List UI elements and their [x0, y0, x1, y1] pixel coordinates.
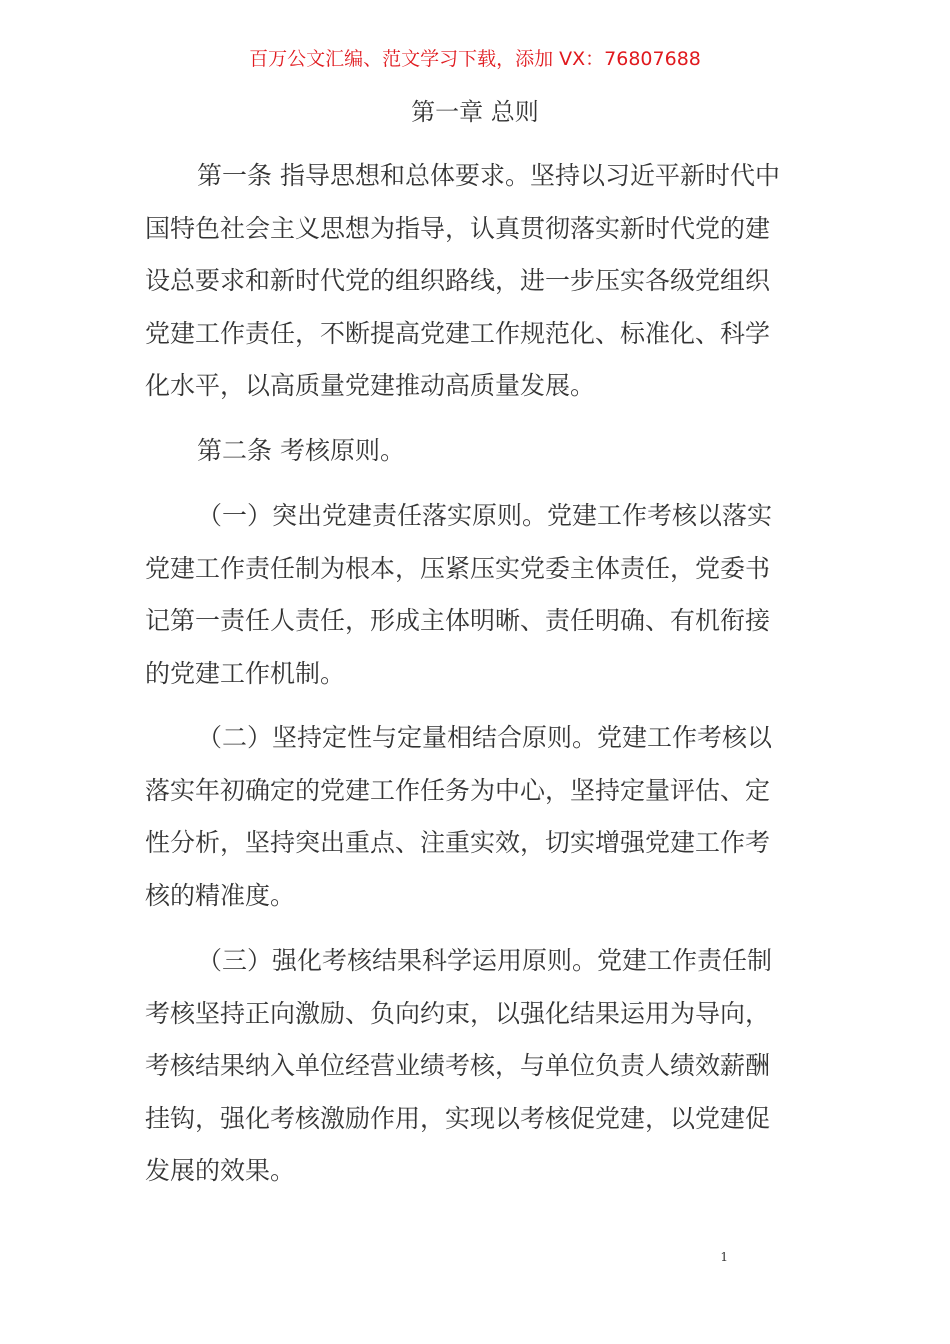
header-watermark: 百万公文汇编、范文学习下载，添加 VX：76807688: [249, 48, 701, 70]
text-line: 党建工作责任，不断提高党建工作规范化、标准化、科学: [145, 318, 771, 348]
paragraph: [145, 935, 810, 1198]
page-number: 1: [720, 1250, 728, 1264]
paragraph: [145, 425, 810, 478]
text-line: 化水平，以高质量党建推动高质量发展。: [145, 371, 596, 401]
text-line: 国特色社会主义思想为指导，认真贯彻落实新时代党的建: [145, 213, 771, 243]
text-line: 考核结果纳入单位经营业绩考核，与单位负责人绩效薪酬: [145, 1051, 771, 1081]
chapter-title: 第一章 总则: [411, 98, 539, 126]
text-line: 落实年初确定的党建工作任务为中心，坚持定量评估、定: [145, 775, 771, 805]
text-line: 第一条 指导思想和总体要求。坚持以习近平新时代中: [197, 161, 780, 190]
paragraph: [145, 150, 810, 413]
paragraph: [145, 712, 810, 922]
text-line: 记第一责任人责任，形成主体明晰、责任明确、有机衔接: [145, 606, 771, 636]
paragraph: [145, 490, 810, 700]
text-line: 挂钩，强化考核激励作用，实现以考核促党建，以党建促: [145, 1103, 771, 1133]
text-line: （一）突出党建责任落实原则。党建工作考核以落实: [197, 501, 773, 530]
text-line: （三）强化考核结果科学运用原则。党建工作责任制: [197, 946, 773, 975]
text-line: 设总要求和新时代党的组织路线，进一步压实各级党组织: [145, 266, 771, 296]
text-line: 党建工作责任制为根本，压紧压实党委主体责任，党委书: [145, 553, 771, 583]
text-line: 性分析，坚持突出重点、注重实效，切实增强党建工作考: [145, 828, 771, 858]
text-line: （二）坚持定性与定量相结合原则。党建工作考核以: [197, 723, 773, 752]
text-line: 的党建工作机制。: [145, 658, 346, 688]
text-line: 第二条 考核原则。: [197, 436, 405, 465]
text-line: 考核坚持正向激励、负向约束，以强化结果运用为导向，: [145, 998, 771, 1028]
text-line: 发展的效果。: [145, 1156, 296, 1186]
text-line: 核的精准度。: [145, 880, 296, 910]
